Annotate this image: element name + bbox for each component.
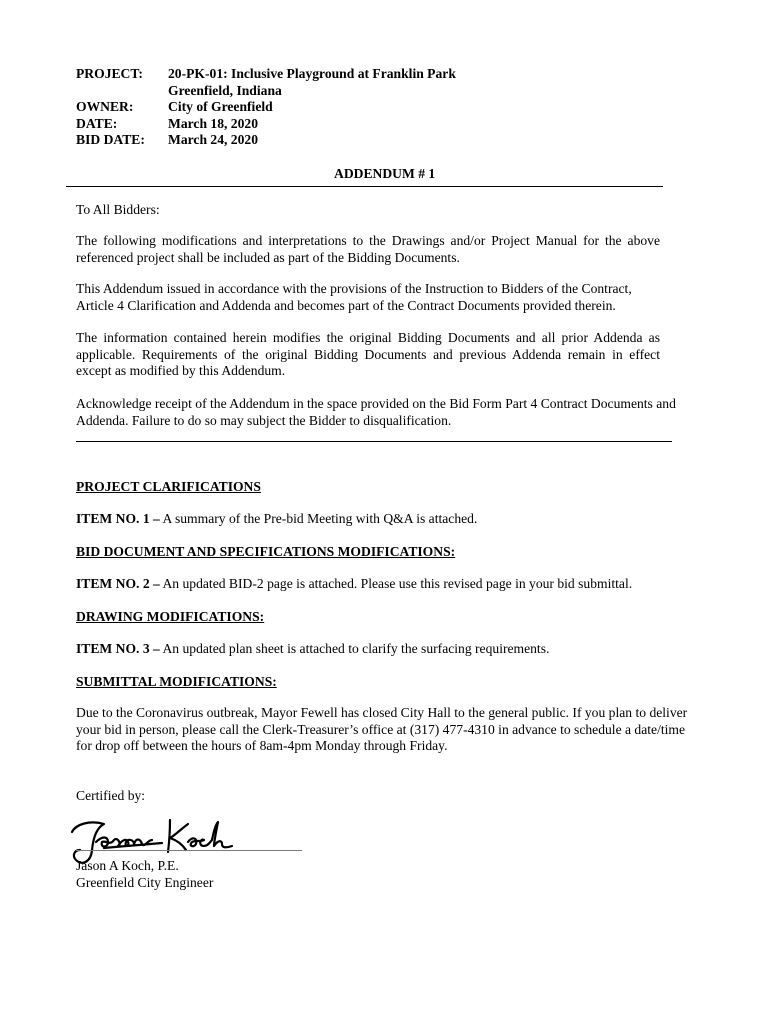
certified-by-label: Certified by: — [76, 788, 146, 803]
bid-date-label: BID DATE: — [76, 132, 145, 147]
section-heading-submittal-modifications: SUBMITTAL MODIFICATIONS: — [76, 674, 277, 689]
item-1-text: A summary of the Pre-bid Meeting with Q&A is attached. — [159, 511, 478, 526]
signer-title: Greenfield City Engineer — [76, 875, 214, 890]
header-divider — [66, 186, 663, 187]
signature-line — [76, 850, 302, 851]
item-3 — [76, 640, 549, 657]
item-3-label: ITEM NO. 3 – — [76, 641, 160, 656]
submittal-paragraph: Due to the Coronavirus outbreak, Mayor Fewell has closed City Hall to the general public. If you plan to deliver your bid in person, please call the Clerk-Treasurer’s office at (317) 477-4310 in advance to schedule a date/time for drop off between the hours of 8am-4pm Monday through Friday. — [76, 705, 688, 754]
section-heading-drawing-modifications: DRAWING MODIFICATIONS: — [76, 609, 265, 624]
project-location-row — [76, 83, 576, 100]
date-value: March 18, 2020 — [168, 116, 258, 131]
owner-label: OWNER: — [76, 99, 134, 114]
addendum-title: ADDENDUM # 1 — [334, 166, 436, 181]
section-heading-bid-document-modifications: BID DOCUMENT AND SPECIFICATIONS MODIFICATIONS: — [76, 544, 456, 559]
intro-paragraph-4: Acknowledge receipt of the Addendum in the space provided on the Bid Form Part 4 Contract Documents and Addenda. Failure to do so may subject the Bidder to disqualification. — [76, 396, 676, 428]
intro-divider — [76, 441, 672, 442]
item-3-text: An updated plan sheet is attached to clarify the surfacing requirements. — [159, 641, 550, 656]
intro-paragraph-1: The following modifications and interpretations to the Drawings and/or Project Manual for the above referenced project shall be included as part of the Bidding Documents. — [76, 233, 660, 265]
item-2 — [76, 575, 632, 592]
intro-paragraph-3: The information contained herein modifies the original Bidding Documents and all prior Addenda as applicable. Requirements of the original Bidding Documents and previous Addenda remain in effect except as modified by this Addendum. — [76, 330, 660, 379]
date-row — [76, 116, 576, 133]
item-1 — [76, 510, 477, 527]
date-label: DATE: — [76, 116, 118, 131]
bid-date-row — [76, 132, 576, 149]
item-2-text: An updated BID-2 page is attached. Please use this revised page in your bid submittal. — [159, 576, 633, 591]
project-value: 20-PK-01: Inclusive Playground at Franklin Park — [168, 66, 456, 81]
project-label: PROJECT: — [76, 66, 143, 81]
owner-value: City of Greenfield — [168, 99, 273, 114]
signer-name: Jason A Koch, P.E. — [76, 858, 179, 873]
section-heading-project-clarifications: PROJECT CLARIFICATIONS — [76, 479, 261, 494]
owner-row — [76, 99, 576, 116]
item-2-label: ITEM NO. 2 – — [76, 576, 160, 591]
intro-paragraph-2: This Addendum issued in accordance with the provisions of the Instruction to Bidders of the Contract, Article 4 Clarification and Addenda and becomes part of the Contract Documents provided therein. — [76, 281, 632, 313]
salutation: To All Bidders: — [76, 202, 160, 217]
project-location: Greenfield, Indiana — [168, 83, 282, 98]
bid-date-value: March 24, 2020 — [168, 132, 258, 147]
project-row — [76, 66, 576, 83]
item-1-label: ITEM NO. 1 – — [76, 511, 160, 526]
